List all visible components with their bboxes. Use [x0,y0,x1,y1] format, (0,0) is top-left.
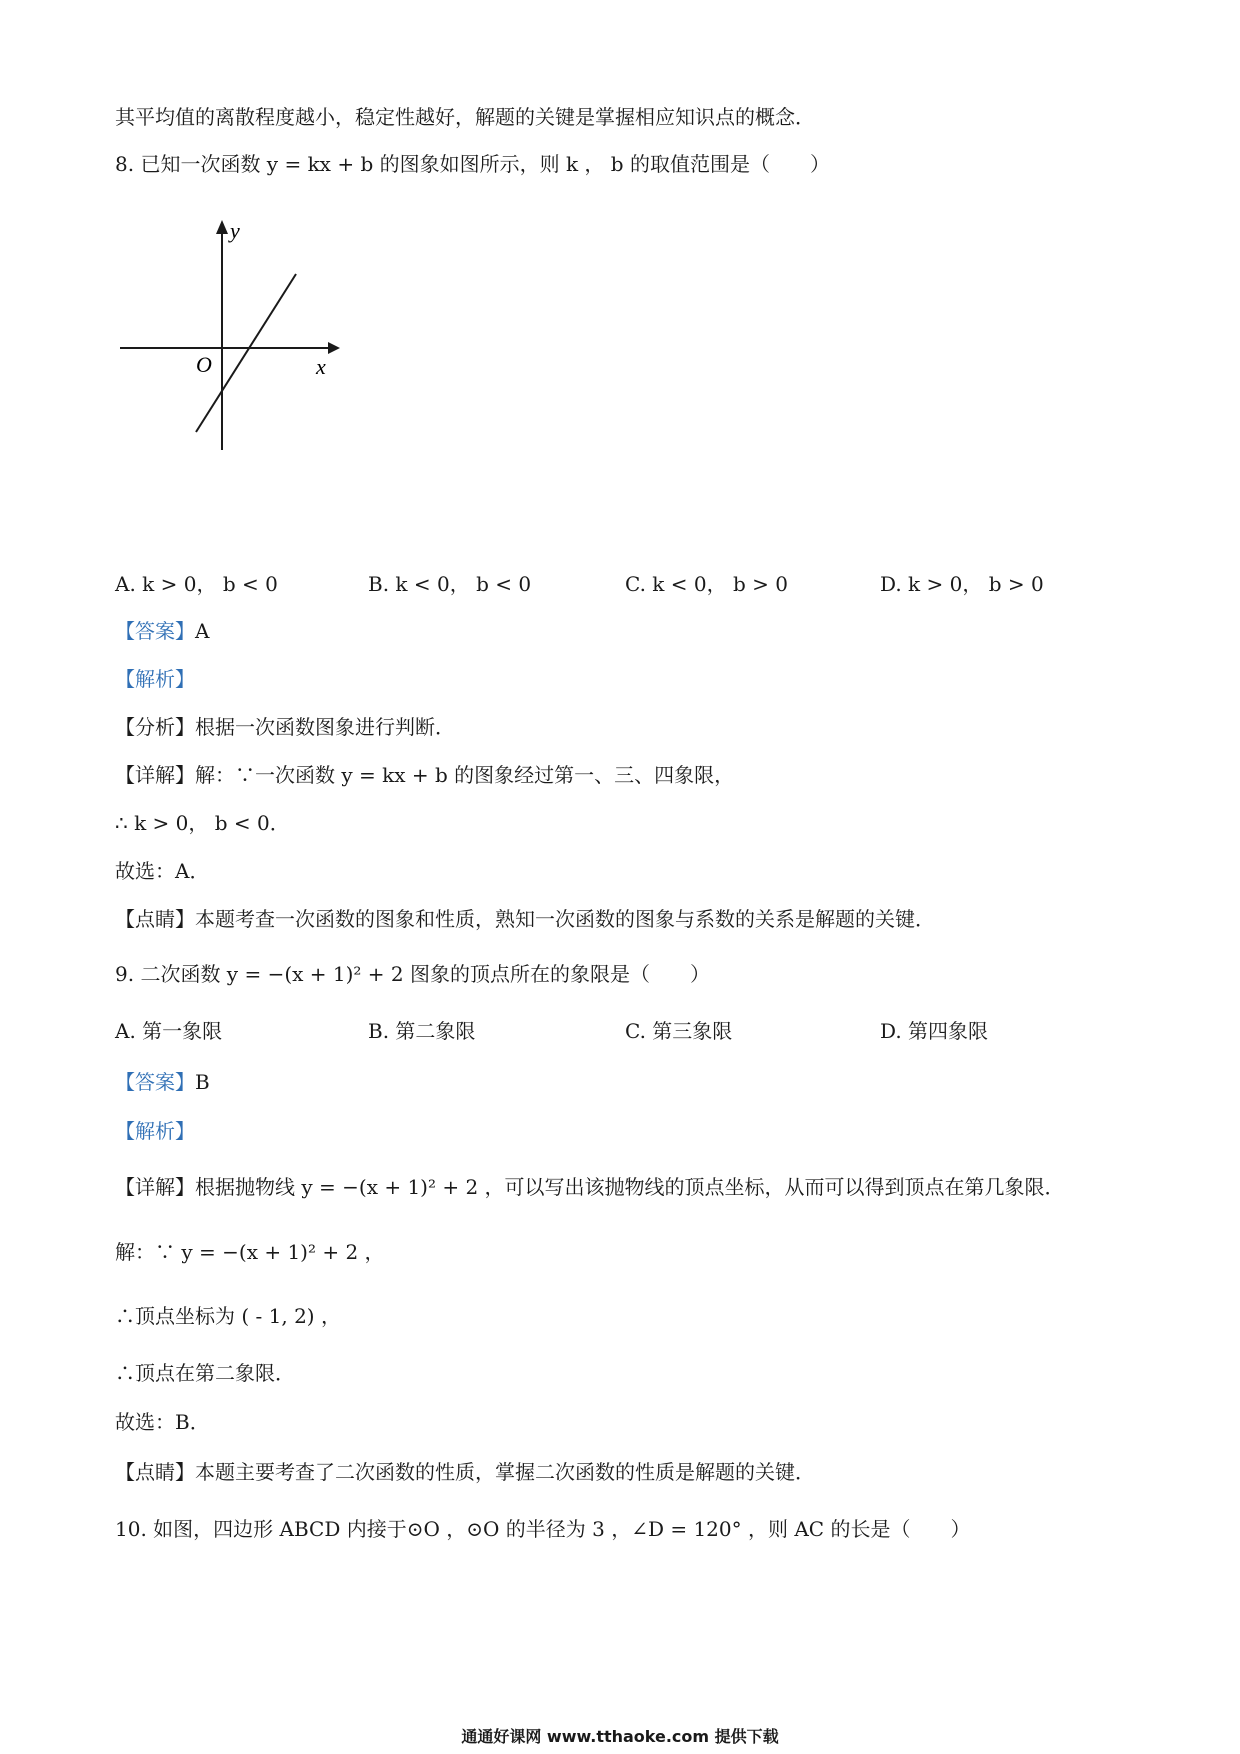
x-axis-arrow [328,342,340,354]
q8-step-2: 故选：A． [115,859,210,883]
y-axis-label: y [230,220,240,243]
q8-dianjing [115,905,935,933]
q8-fenxi [115,713,455,741]
question-8-stem: 8. 已知一次函数 y = kx + b 的图象如图所示，则 k ， b 的取值范围是（ ） [115,152,830,176]
dianjing-tag: 【点睛】 [115,907,195,931]
q9-answer [115,1068,210,1096]
page-footer: 通通好课网 www.tthaoke.com 提供下载 [461,1727,779,1746]
answer-tag: 【答案】 [115,1070,195,1094]
fenxi-text: 根据一次函数图象进行判断． [195,715,455,739]
x-axis-label: x [316,354,326,379]
q8-step-1: ∴ k > 0， b < 0． [115,811,290,835]
question-9-stem: 9. 二次函数 y = −(x + 1)² + 2 图象的顶点所在的象限是（ ） [115,962,710,986]
dianjing-text: 本题考查一次函数的图象和性质，熟知一次函数的图象与系数的关系是解题的关键． [195,907,935,931]
q9-option-c: C. 第三象限 [625,1019,733,1043]
text-line-intro: 其平均值的离散程度越小，稳定性越好，解题的关键是掌握相应知识点的概念． [115,105,815,129]
answer-value: A [195,619,210,643]
answer-value: B [195,1070,210,1094]
q9-step-2: ∴顶点坐标为 ( - 1, 2) ， [115,1304,341,1328]
q8-option-b: B. k < 0， b < 0 [368,572,532,596]
fenxi-tag: 【分析】 [115,715,195,739]
q8-answer [115,617,209,645]
q9-option-a: A. 第一象限 [115,1019,223,1043]
q9-dianjing [115,1458,815,1486]
q9-analysis-tag: 【解析】 [115,1119,195,1143]
y-axis-arrow [216,220,228,234]
q9-step-3: ∴顶点在第二象限． [115,1361,295,1385]
xiangjie-text: 解：∵一次函数 y = kx + b 的图象经过第一、三、四象限， [195,763,735,787]
q8-xiangjie [115,761,734,789]
linear-function-graph [120,220,340,460]
question-10-stem: 10. 如图，四边形 ABCD 内接于⊙O ，⊙O 的半径为 3 ，∠D = 120° ，则 AC 的长是（ ） [115,1517,971,1541]
q8-option-d: D. k > 0， b > 0 [880,572,1044,596]
xiangjie-text: 根据抛物线 y = −(x + 1)² + 2 ，可以写出该抛物线的顶点坐标，从而可以得到顶点在第几象限． [195,1175,1065,1199]
answer-tag: 【答案】 [115,619,195,643]
q8-analysis-tag: 【解析】 [115,667,195,691]
q9-step-4: 故选：B． [115,1410,210,1434]
q9-option-b: B. 第二象限 [368,1019,476,1043]
q9-step-1: 解：∵ y = −(x + 1)² + 2 ， [115,1240,385,1264]
q8-option-a: A. k > 0， b < 0 [115,572,278,596]
q9-xiangjie [115,1173,1065,1201]
origin-label: O [196,352,212,377]
q8-option-c: C. k < 0， b > 0 [625,572,788,596]
dianjing-tag: 【点睛】 [115,1460,195,1484]
q9-option-d: D. 第四象限 [880,1019,989,1043]
dianjing-text: 本题主要考查了二次函数的性质，掌握二次函数的性质是解题的关键． [195,1460,815,1484]
xiangjie-tag: 【详解】 [115,763,195,787]
xiangjie-tag: 【详解】 [115,1175,195,1199]
